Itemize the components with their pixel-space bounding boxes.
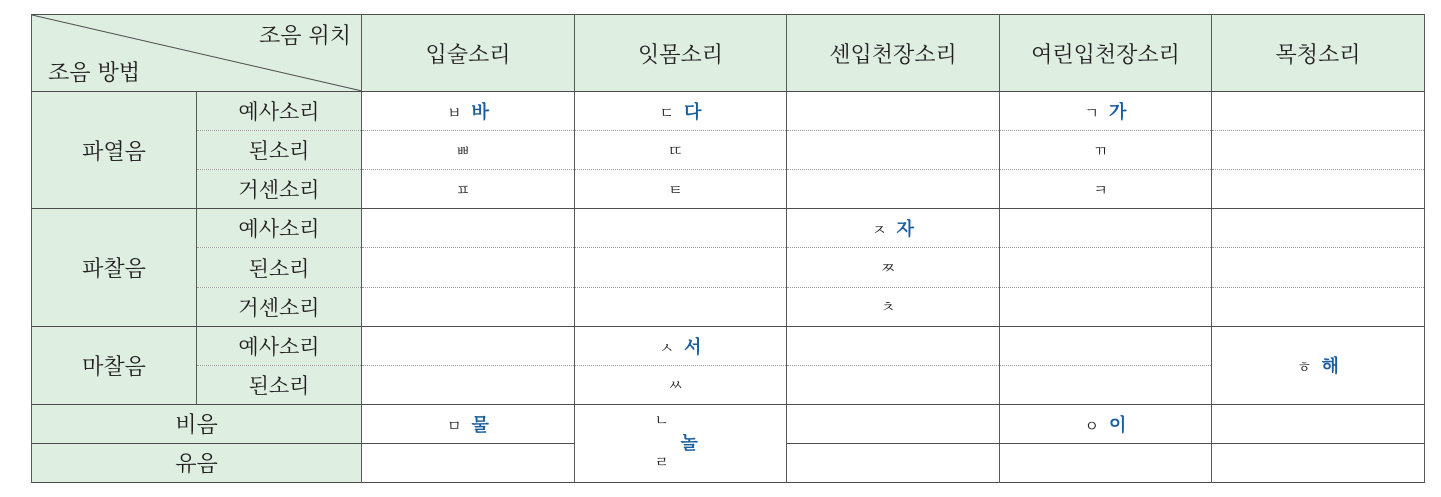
cell-plosive-tense-labial <box>362 131 575 170</box>
jamo: ㅌ <box>668 180 683 199</box>
jamo: ㅋ <box>1093 180 1108 199</box>
jamo: ㅍ <box>455 180 471 199</box>
manner-nasal: 비음 <box>32 404 362 443</box>
type-tense: 된소리 <box>197 131 362 170</box>
example-syllable: 자 <box>896 219 914 241</box>
example-syllable: 바 <box>471 102 489 124</box>
header-corner-cell <box>32 15 362 92</box>
table-row <box>32 209 1425 248</box>
type-tense: 된소리 <box>197 365 362 404</box>
table-row <box>32 326 1425 365</box>
jamo: ㄴ <box>654 410 669 429</box>
cell-liquid-palatal <box>787 443 1000 482</box>
jamo: ㅆ <box>668 376 683 395</box>
jamo: ㄹ <box>654 452 669 471</box>
table-row <box>32 131 1425 170</box>
jamo: ㄲ <box>1093 141 1108 160</box>
cell-plosive-asp-glottal <box>1212 170 1425 209</box>
table-row <box>32 287 1425 326</box>
example-syllable: 가 <box>1109 102 1127 124</box>
place-header-palatal: 센입천장소리 <box>787 15 1000 92</box>
cell-plosive-tense-glottal <box>1212 131 1425 170</box>
jamo: ㅃ <box>455 141 471 160</box>
cell-affricate-lax-velar <box>1000 209 1212 248</box>
cell-affricate-tense-labial <box>362 248 575 287</box>
cell-plosive-lax-velar <box>1000 92 1212 131</box>
jamo: ㅉ <box>880 259 896 277</box>
table-row <box>32 248 1425 287</box>
cell-affricate-asp-alveolar <box>575 287 787 326</box>
place-axis-label: 조음 위치 <box>258 24 351 49</box>
cell-affricate-lax-alveolar <box>575 209 787 248</box>
cell-nasal-glottal <box>1212 404 1425 443</box>
manner-affricate: 파찰음 <box>32 209 197 326</box>
cell-nasal-labial <box>362 404 575 443</box>
jamo: ㅅ <box>659 338 675 357</box>
manner-plosive: 파열음 <box>32 92 197 209</box>
cell-affricate-asp-glottal <box>1212 287 1425 326</box>
cell-fricative-lax-labial <box>362 326 575 365</box>
type-aspirated: 거센소리 <box>197 170 362 209</box>
jamo: ㄸ <box>668 141 683 160</box>
cell-plosive-asp-alveolar <box>575 170 787 209</box>
example-syllable: 해 <box>1321 356 1339 378</box>
cell-fricative-tense-alveolar <box>575 365 787 404</box>
cell-affricate-tense-glottal <box>1212 248 1425 287</box>
jamo: ㅁ <box>447 416 462 435</box>
cell-plosive-tense-alveolar <box>575 131 787 170</box>
manner-liquid: 유음 <box>32 443 362 482</box>
cell-plosive-tense-palatal <box>787 131 1000 170</box>
jamo: ㅂ <box>447 104 462 123</box>
cell-nasal-palatal <box>787 404 1000 443</box>
table-row <box>32 92 1425 131</box>
cell-fricative-lax-alveolar <box>575 326 787 365</box>
cell-liquid-velar <box>1000 443 1212 482</box>
cell-affricate-lax-glottal <box>1212 209 1425 248</box>
cell-affricate-asp-labial <box>362 287 575 326</box>
cell-liquid-labial <box>362 443 575 482</box>
cell-fricative-lax-palatal <box>787 326 1000 365</box>
example-syllable: 놀 <box>680 432 698 454</box>
jamo: ㅈ <box>872 221 887 240</box>
table-row <box>32 170 1425 209</box>
place-header-alveolar: 잇몸소리 <box>575 15 787 92</box>
cell-nasal-velar <box>1000 404 1212 443</box>
cell-liquid-glottal <box>1212 443 1425 482</box>
cell-affricate-tense-velar <box>1000 248 1212 287</box>
table-row <box>32 404 1425 443</box>
cell-affricate-tense-palatal <box>787 248 1000 287</box>
cell-affricate-lax-palatal <box>787 209 1000 248</box>
cell-plosive-asp-velar <box>1000 170 1212 209</box>
cell-affricate-asp-velar <box>1000 287 1212 326</box>
jamo: ㄱ <box>1084 104 1100 123</box>
type-tense: 된소리 <box>197 248 362 287</box>
type-aspirated: 거센소리 <box>197 287 362 326</box>
example-syllable: 다 <box>684 102 702 124</box>
manner-fricative: 마찰음 <box>32 326 197 404</box>
cell-fricative-tense-velar <box>1000 365 1212 404</box>
cell-fricative-tense-labial <box>362 365 575 404</box>
place-header-labial: 입술소리 <box>362 15 575 92</box>
cell-plosive-asp-labial <box>362 170 575 209</box>
jamo: ㄷ <box>659 104 675 123</box>
manner-axis-label: 조음 방법 <box>48 61 141 87</box>
cell-affricate-tense-alveolar <box>575 248 787 287</box>
cell-affricate-lax-labial <box>362 209 575 248</box>
consonant-classification-table <box>31 14 1425 483</box>
alveolar-stack <box>651 404 711 480</box>
cell-plosive-tense-velar <box>1000 131 1212 170</box>
cell-fricative-tense-palatal <box>787 365 1000 404</box>
place-header-velar: 여린입천장소리 <box>1000 15 1212 92</box>
cell-plosive-asp-palatal <box>787 170 1000 209</box>
cell-affricate-asp-palatal <box>787 287 1000 326</box>
jamo: ㅊ <box>880 298 896 317</box>
cell-plosive-lax-alveolar <box>575 92 787 131</box>
type-lax: 예사소리 <box>197 209 362 248</box>
example-syllable: 서 <box>684 336 702 358</box>
cell-plosive-lax-glottal <box>1212 92 1425 131</box>
example-syllable: 물 <box>471 414 489 436</box>
place-header-glottal: 목청소리 <box>1212 15 1425 92</box>
cell-plosive-lax-labial <box>362 92 575 131</box>
example-syllable: 이 <box>1109 414 1127 436</box>
jamo: ㅇ <box>1084 416 1100 435</box>
cell-nasal-liquid-alveolar <box>575 404 787 482</box>
cell-fricative-lax-velar <box>1000 326 1212 365</box>
jamo: ㅎ <box>1297 358 1312 377</box>
cell-plosive-lax-palatal <box>787 92 1000 131</box>
cell-fricative-glottal <box>1212 326 1425 404</box>
type-lax: 예사소리 <box>197 326 362 365</box>
type-lax: 예사소리 <box>197 92 362 131</box>
